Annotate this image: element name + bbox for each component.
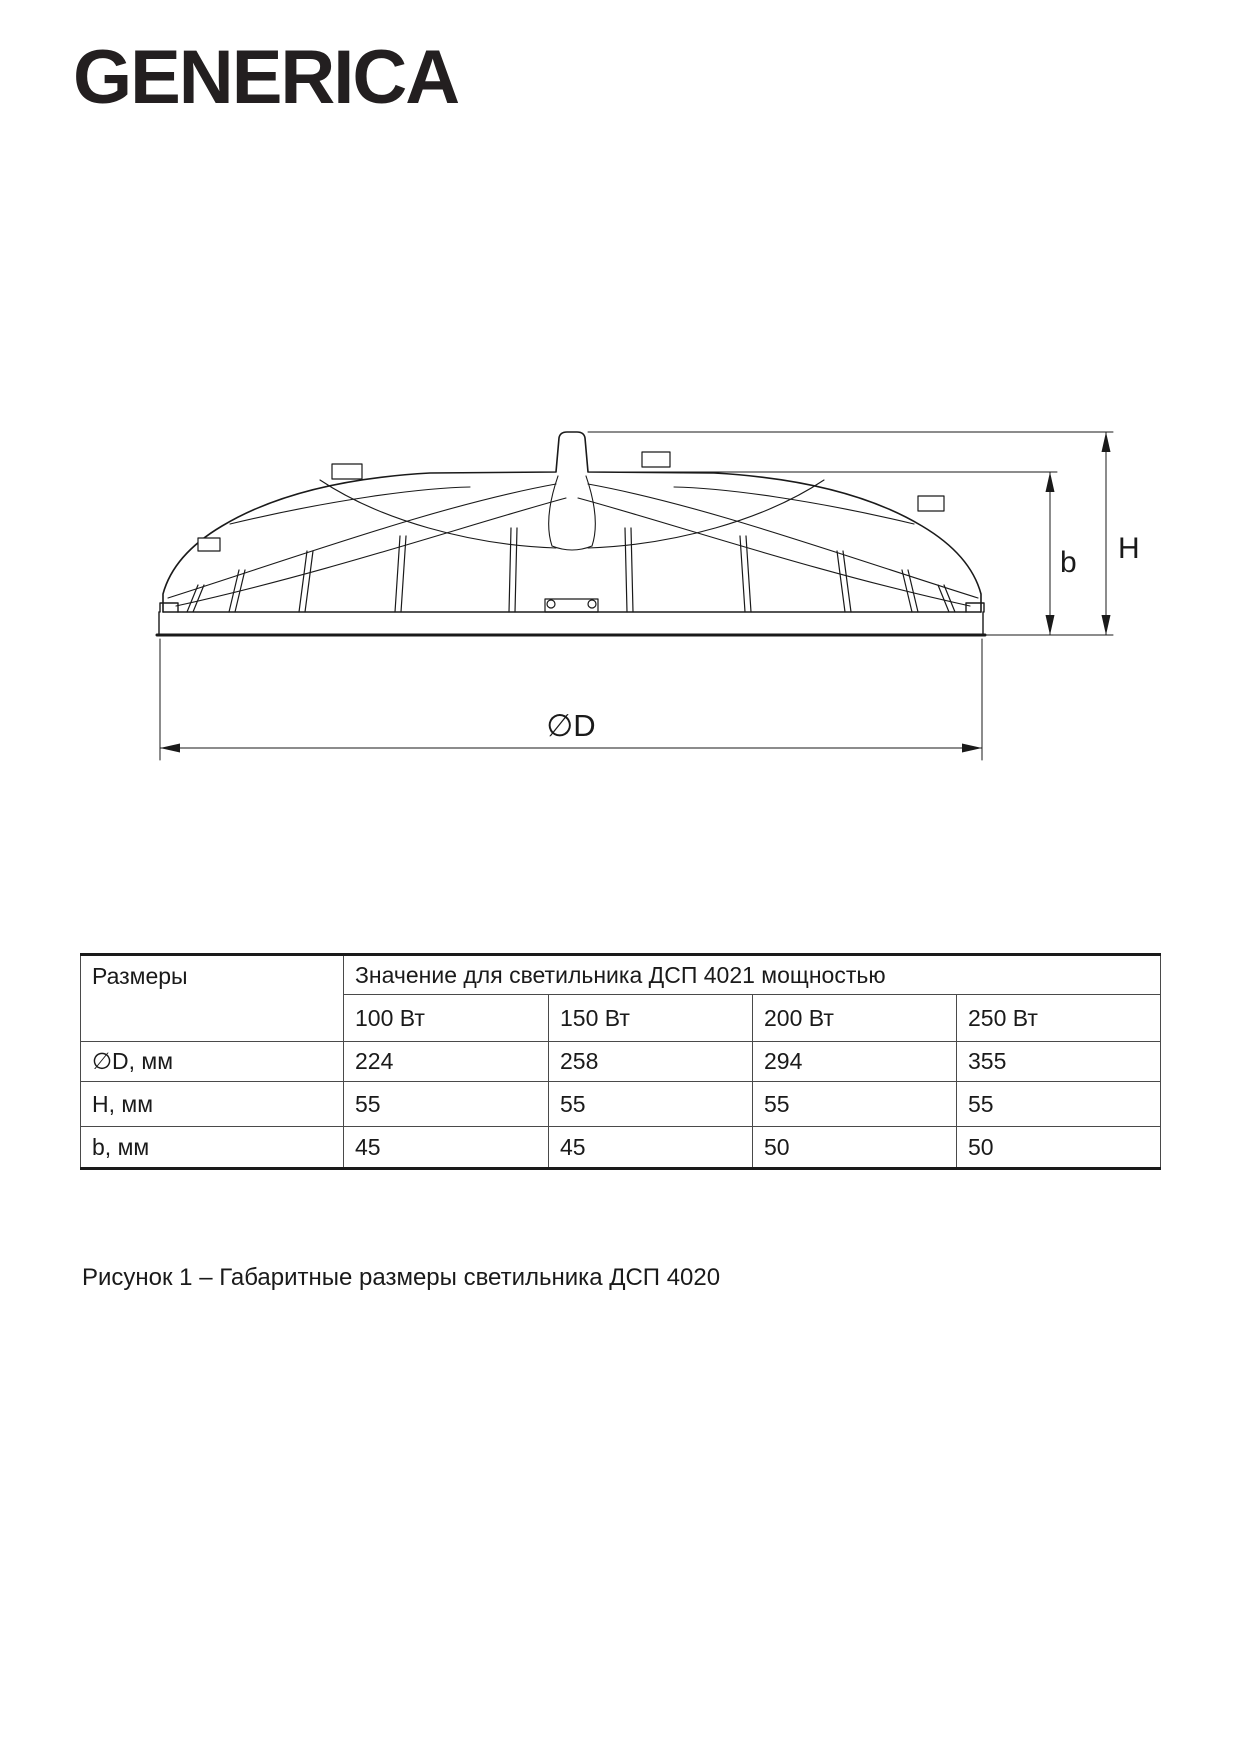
- cell-value: 45: [344, 1127, 549, 1169]
- dim-label-b: b: [1060, 546, 1077, 579]
- centre-clip: [545, 599, 598, 612]
- brand-logo: GENERICA: [73, 35, 459, 120]
- table-row: [81, 1042, 1161, 1082]
- cell-value: 258: [549, 1042, 753, 1082]
- cell-value: 355: [957, 1042, 1161, 1082]
- row-label-diameter: ∅D, мм: [81, 1042, 344, 1082]
- header-dimensions-cell: Размеры: [81, 955, 344, 1042]
- power-col-250: 250 Вт: [957, 995, 1161, 1042]
- cell-value: 224: [344, 1042, 549, 1082]
- power-col-100: 100 Вт: [344, 995, 549, 1042]
- dim-label-H: H: [1118, 532, 1140, 565]
- dimension-drawing: [0, 0, 1244, 820]
- dimensions-table: [80, 953, 1161, 1170]
- table-header-row: [81, 955, 1161, 995]
- dim-label-diameter: ∅D: [546, 708, 596, 743]
- power-col-150: 150 Вт: [549, 995, 753, 1042]
- figure-caption: Рисунок 1 – Габаритные размеры светильника ДСП 4020: [82, 1264, 721, 1291]
- cell-value: 55: [549, 1082, 753, 1127]
- table-row: [81, 1127, 1161, 1169]
- cell-value: 55: [344, 1082, 549, 1127]
- cell-value: 55: [957, 1082, 1161, 1127]
- power-col-200: 200 Вт: [753, 995, 957, 1042]
- header-values-cell: Значение для светильника ДСП 4021 мощностью: [344, 955, 1161, 995]
- cell-value: 50: [753, 1127, 957, 1169]
- row-label-H: H, мм: [81, 1082, 344, 1127]
- cell-value: 294: [753, 1042, 957, 1082]
- cell-value: 50: [957, 1127, 1161, 1169]
- table-row: [81, 1082, 1161, 1127]
- cell-value: 45: [549, 1127, 753, 1169]
- luminaire-silhouette: [163, 432, 981, 612]
- cell-value: 55: [753, 1082, 957, 1127]
- row-label-b: b, мм: [81, 1127, 344, 1169]
